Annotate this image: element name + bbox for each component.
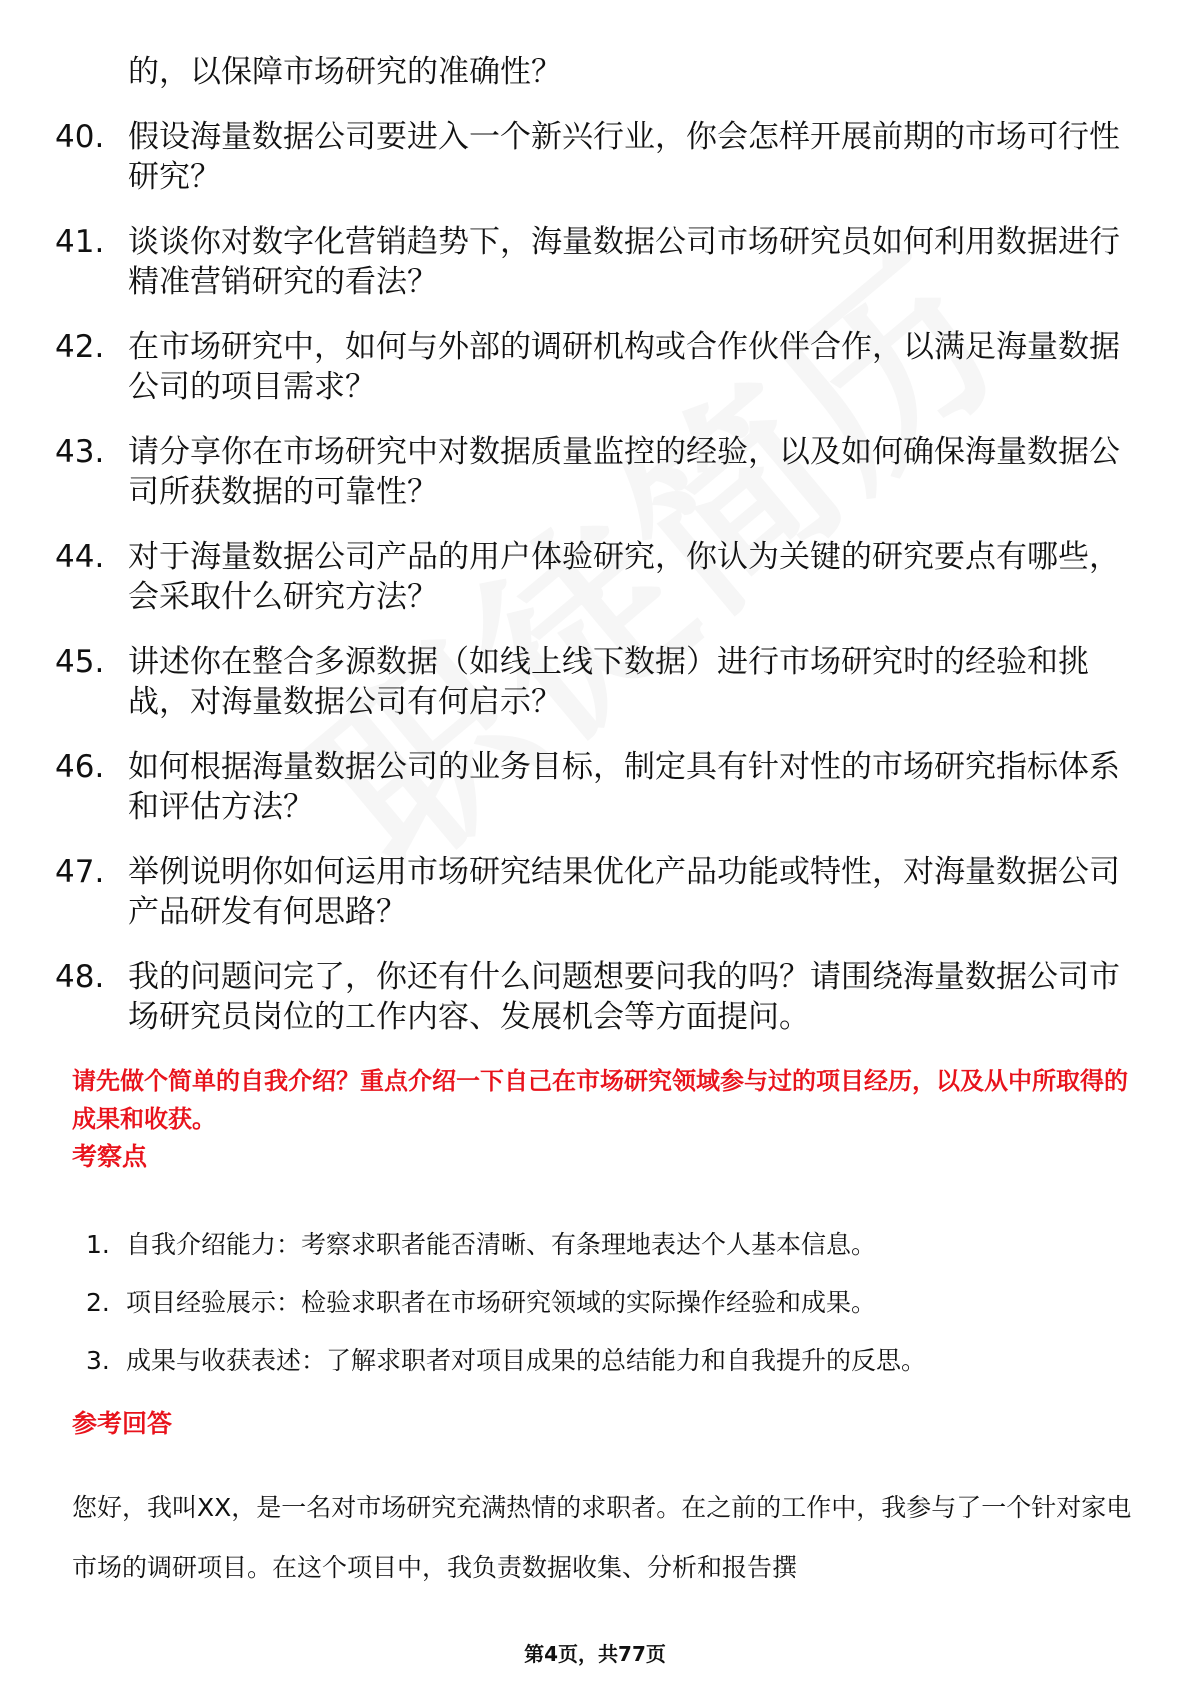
question-text: 对于海量数据公司产品的用户体验研究，你认为关键的研究要点有哪些，会采取什么研究方法？ xyxy=(128,539,1120,615)
assessment-text: 成果与收获表述：了解求职者对项目成果的总结能力和自我提升的反思。 xyxy=(126,1346,927,1375)
assessment-number: 1. xyxy=(86,1230,110,1259)
question-item xyxy=(55,432,1135,512)
question-text: 讲述你在整合多源数据（如线上线下数据）进行市场研究时的经验和挑战，对海量数据公司有何启示？ xyxy=(128,644,1089,720)
assessment-item xyxy=(86,1227,1126,1263)
question-continuation: 的，以保障市场研究的准确性？ xyxy=(128,54,562,90)
question-item xyxy=(55,327,1135,407)
assessment-number: 3. xyxy=(86,1346,110,1375)
question-number: 44. xyxy=(55,539,105,575)
question-number: 40. xyxy=(55,119,105,155)
question-text: 我的问题问完了，你还有什么问题想要问我的吗？请围绕海量数据公司市场研究员岗位的工作内容、发展机会等方面提问。 xyxy=(128,959,1120,1035)
assessment-item xyxy=(86,1285,1126,1321)
question-number: 46. xyxy=(55,749,105,785)
answer-text: 您好，我叫XX，是一名对市场研究充满热情的求职者。在之前的工作中，我参与了一个针对家电市场的调研项目。在这个项目中，我负责数据收集、分析和报告撰 xyxy=(72,1493,1132,1582)
question-item xyxy=(55,957,1135,1037)
question-item xyxy=(55,117,1135,197)
question-item xyxy=(55,537,1135,617)
question-text: 如何根据海量数据公司的业务目标，制定具有针对性的市场研究指标体系和评估方法？ xyxy=(128,749,1120,825)
question-text: 谈谈你对数字化营销趋势下，海量数据公司市场研究员如何利用数据进行精准营销研究的看法？ xyxy=(128,224,1120,300)
assessment-number: 2. xyxy=(86,1288,110,1317)
highlight-question: 请先做个简单的自我介绍？重点介绍一下自己在市场研究领域参与过的项目经历，以及从中所取得的成果和收获。 xyxy=(72,1067,1128,1133)
question-number: 48. xyxy=(55,959,105,995)
question-number: 45. xyxy=(55,644,105,680)
question-number: 42. xyxy=(55,329,105,365)
question-text: 请分享你在市场研究中对数据质量监控的经验，以及如何确保海量数据公司所获数据的可靠性？ xyxy=(128,434,1120,510)
question-text: 假设海量数据公司要进入一个新兴行业，你会怎样开展前期的市场可行性研究？ xyxy=(128,119,1120,195)
question-number: 41. xyxy=(55,224,105,260)
question-item xyxy=(55,852,1135,932)
question-list xyxy=(55,52,1135,1062)
question-item xyxy=(55,642,1135,722)
question-number: 47. xyxy=(55,854,105,890)
assessment-text: 自我介绍能力：考察求职者能否清晰、有条理地表达个人基本信息。 xyxy=(126,1230,877,1259)
assessment-text: 项目经验展示：检验求职者在市场研究领域的实际操作经验和成果。 xyxy=(126,1288,877,1317)
question-item xyxy=(55,222,1135,302)
question-text: 在市场研究中，如何与外部的调研机构或合作伙伴合作，以满足海量数据公司的项目需求？ xyxy=(128,329,1120,405)
question-number: 43. xyxy=(55,434,105,470)
page-footer: 第4页，共77页 xyxy=(524,1642,666,1666)
assessment-item xyxy=(86,1343,1126,1379)
assessment-heading: 考察点 xyxy=(72,1142,148,1171)
answer-heading: 参考回答 xyxy=(72,1409,173,1438)
assessment-list xyxy=(86,1227,1126,1401)
question-text: 举例说明你如何运用市场研究结果优化产品功能或特性，对海量数据公司产品研发有何思路？ xyxy=(128,854,1120,930)
question-item xyxy=(55,747,1135,827)
